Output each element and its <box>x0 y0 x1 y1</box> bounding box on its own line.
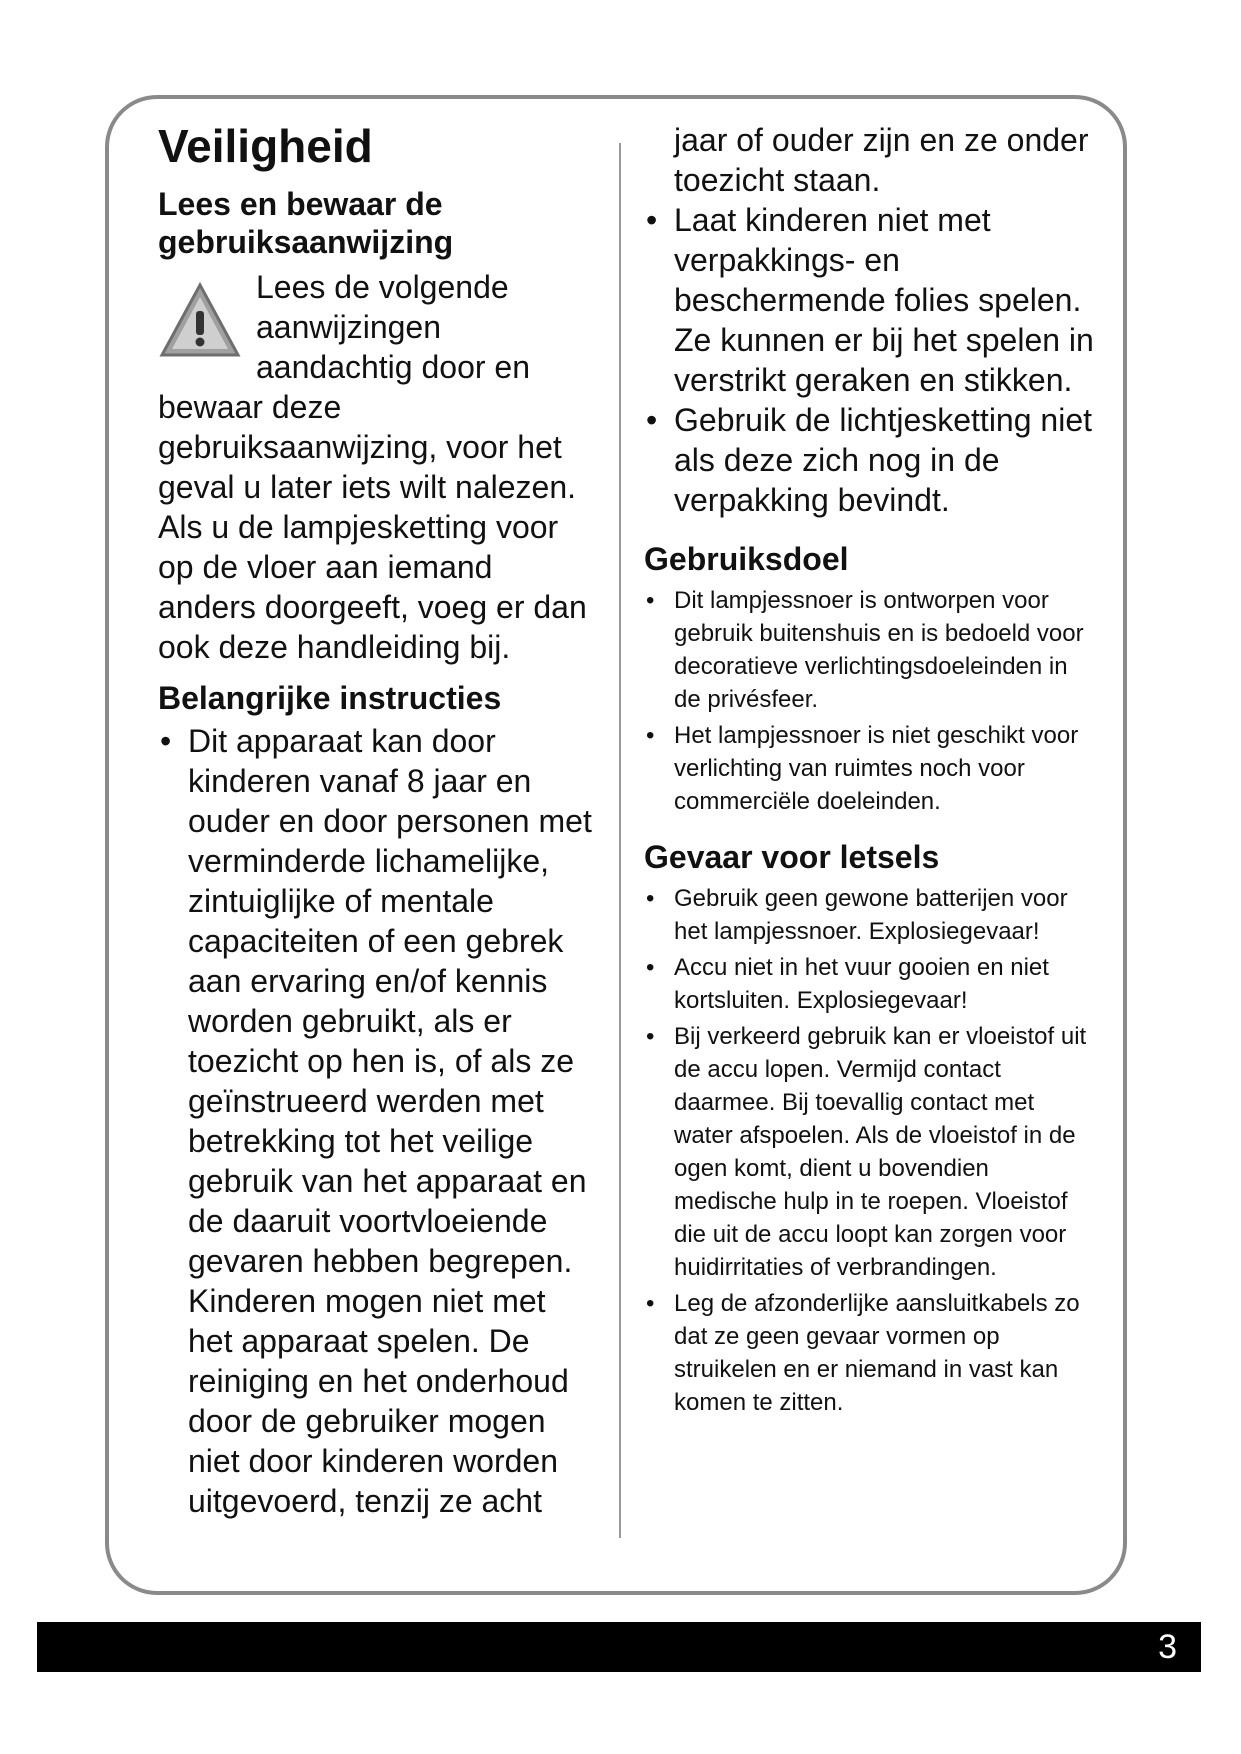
important-heading: Belangrijke instructies <box>158 680 502 716</box>
intended-use-list <box>644 584 1094 818</box>
list-item: • Laat kinderen niet met verpakkings- en beschermende folies spelen. Ze kunnen er bij het spelen in verstrikt geraken en stikken. <box>644 200 1094 400</box>
injury-heading: Gevaar voor letsels <box>644 839 940 875</box>
important-list-continued <box>644 200 1094 520</box>
read-section-heading: Lees en bewaar de gebruiksaanwijzing <box>158 186 454 260</box>
important-list <box>158 721 598 1521</box>
list-item: • Leg de afzonderlijke aansluitkabels zo dat ze geen gevaar vormen op struikelen en er niemand in vast kan komen te zitten. <box>644 1287 1094 1419</box>
column-divider <box>619 143 621 1538</box>
injury-list <box>644 882 1094 1419</box>
intended-use-heading: Gebruiksdoel <box>644 541 849 577</box>
list-item: • Gebruik geen gewone batterijen voor het lampjessnoer. Explosiegevaar! <box>644 882 1094 948</box>
list-item: • Dit lampjessnoer is ontworpen voor gebruik buitenshuis en is bedoeld voor decoratieve verlichtingsdoeleinden in de privésfeer. <box>644 584 1094 716</box>
list-item: • Bij verkeerd gebruik kan er vloeistof uit de accu lopen. Vermijd contact daarmee. Bij toevallig contact met water afspoelen. Als de vloeistof in de ogen komt, dient u bovendien medische hulp in te roepen. Vloeistof die uit de accu loopt kan zorgen voor huidirritaties of verbrandingen. <box>644 1020 1094 1284</box>
right-column <box>644 120 1094 1422</box>
list-item-continuation: jaar of ouder zijn en ze onder toezicht staan. <box>674 122 1089 198</box>
list-item: • Gebruik de lichtjesketting niet als deze zich nog in de verpakking bevindt. <box>644 400 1094 520</box>
read-section-text: Lees de volgende aanwijzingen aandachtig door en bewaar deze gebruiksaanwijzing, voor het geval u later iets wilt nalezen. Als u de lampjesketting voor op de vloer aan iemand anders doorgeeft, voeg er dan ook deze handleiding bij. <box>158 269 587 665</box>
read-section <box>158 267 598 667</box>
left-column <box>158 115 598 1521</box>
list-item: • Accu niet in het vuur gooien en niet kortsluiten. Explosiegevaar! <box>644 951 1094 1017</box>
list-item: • Dit apparaat kan door kinderen vanaf 8 jaar en ouder en door personen met verminderde lichamelijke, zintuiglijke of mentale capaciteiten of een gebrek aan ervaring en/of kennis worden gebruikt, als er toezicht op hen is, of als ze geïnstrueerd werden met betrekking tot het veilige gebruik van het apparaat en de daaruit voortvloeiende gevaren hebben begrepen. Kinderen mogen niet met het apparaat spelen. De reiniging en het onderhoud door de gebruiker mogen niet door kinderen worden uitgevoerd, tenzij ze acht <box>158 721 598 1521</box>
warning-triangle-icon <box>158 281 242 361</box>
list-item: • Het lampjessnoer is niet geschikt voor verlichting van ruimtes noch voor commerciële doeleinden. <box>644 719 1094 818</box>
page-title: Veiligheid <box>158 120 373 172</box>
page-footer-bar <box>37 1622 1201 1672</box>
page-number: 3 <box>1158 1628 1177 1666</box>
